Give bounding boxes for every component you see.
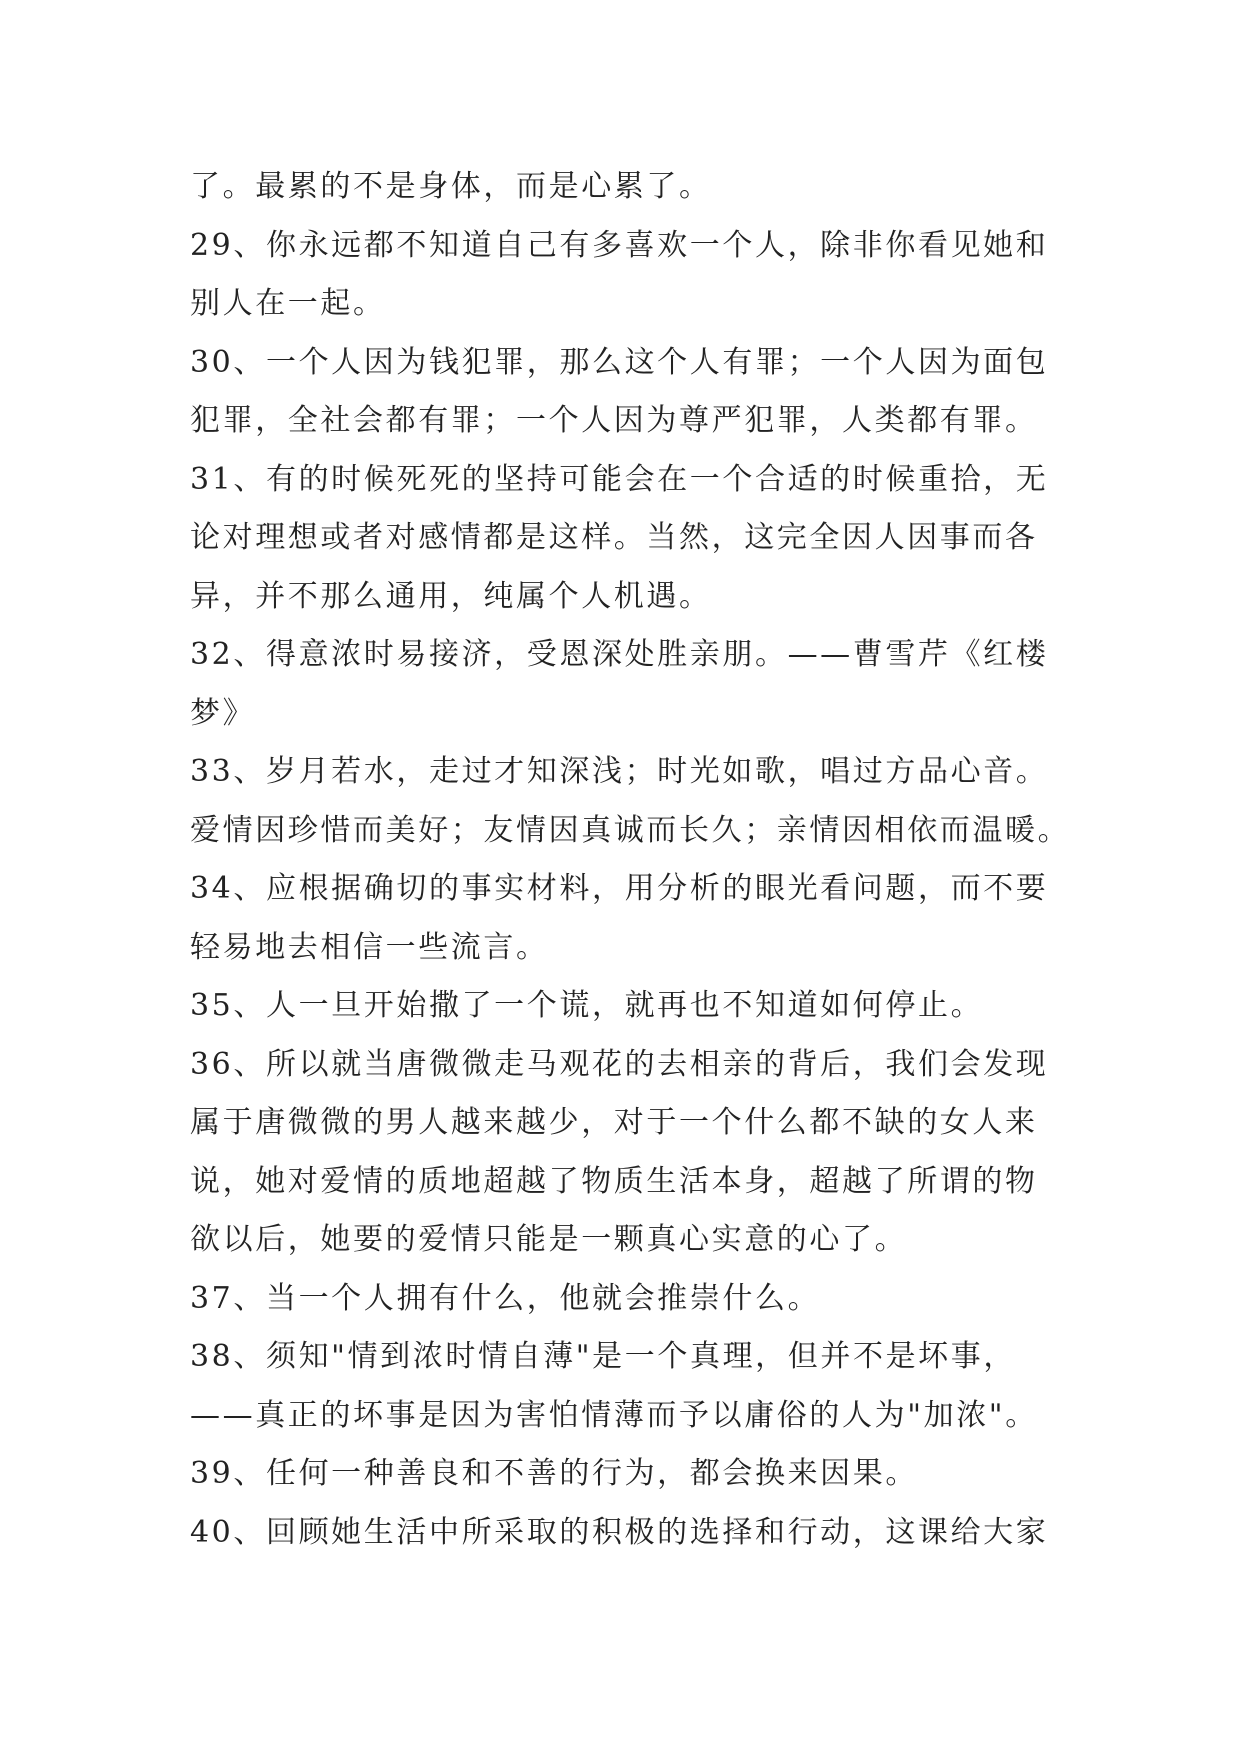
text-line: 异，并不那么通用，纯属个人机遇。 (190, 578, 712, 614)
text-line: 29、你永远都不知道自己有多喜欢一个人，除非你看见她和 (190, 227, 1049, 263)
text-line: 36、所以就当唐微微走马观花的去相亲的背后，我们会发现 (190, 1046, 1049, 1082)
text-line: 30、一个人因为钱犯罪，那么这个人有罪；一个人因为面包 (190, 344, 1049, 380)
text-line: ——真正的坏事是因为害怕情薄而予以庸俗的人为"加浓"。 (190, 1397, 1038, 1433)
text-line: 属于唐微微的男人越来越少，对于一个什么都不缺的女人来 (190, 1105, 1038, 1140)
text-line: 别人在一起。 (190, 286, 386, 321)
body-text (190, 158, 1070, 1562)
text-line: 35、人一旦开始撒了一个谎，就再也不知道如何停止。 (190, 988, 984, 1023)
text-line: 31、有的时候死死的坚持可能会在一个合适的时候重拾，无 (190, 461, 1049, 497)
text-line: 欲以后，她要的爱情只能是一颗真心实意的心了。 (190, 1222, 908, 1257)
text-line: 32、得意浓时易接济，受恩深处胜亲朋。——曹雪芹《红楼 (190, 637, 1049, 672)
text-line: 论对理想或者对感情都是这样。当然，这完全因人因事而各 (190, 520, 1038, 555)
text-line: 39、任何一种善良和不善的行为，都会换来因果。 (190, 1456, 918, 1491)
text-line: 爱情因珍惜而美好；友情因真诚而长久；亲情因相依而温暖。 (190, 812, 1071, 848)
text-line: 37、当一个人拥有什么，他就会推崇什么。 (190, 1280, 821, 1316)
text-line: 轻易地去相信一些流言。 (190, 929, 549, 965)
text-line: 33、岁月若水，走过才知深浅；时光如歌，唱过方品心音。 (190, 754, 1049, 789)
text-line: 34、应根据确切的事实材料，用分析的眼光看问题，而不要 (190, 871, 1049, 906)
text-line: 梦》 (190, 695, 256, 731)
text-line: 犯罪，全社会都有罪；一个人因为尊严犯罪，人类都有罪。 (190, 403, 1038, 438)
text-line: 38、须知"情到浓时情自薄"是一个真理，但并不是坏事， (190, 1339, 1016, 1374)
text-line: 40、回顾她生活中所采取的积极的选择和行动，这课给大家 (190, 1514, 1049, 1550)
text-line: 说，她对爱情的质地超越了物质生活本身，超越了所谓的物 (190, 1163, 1038, 1199)
text-line: 了。最累的不是身体，而是心累了。 (190, 169, 712, 204)
